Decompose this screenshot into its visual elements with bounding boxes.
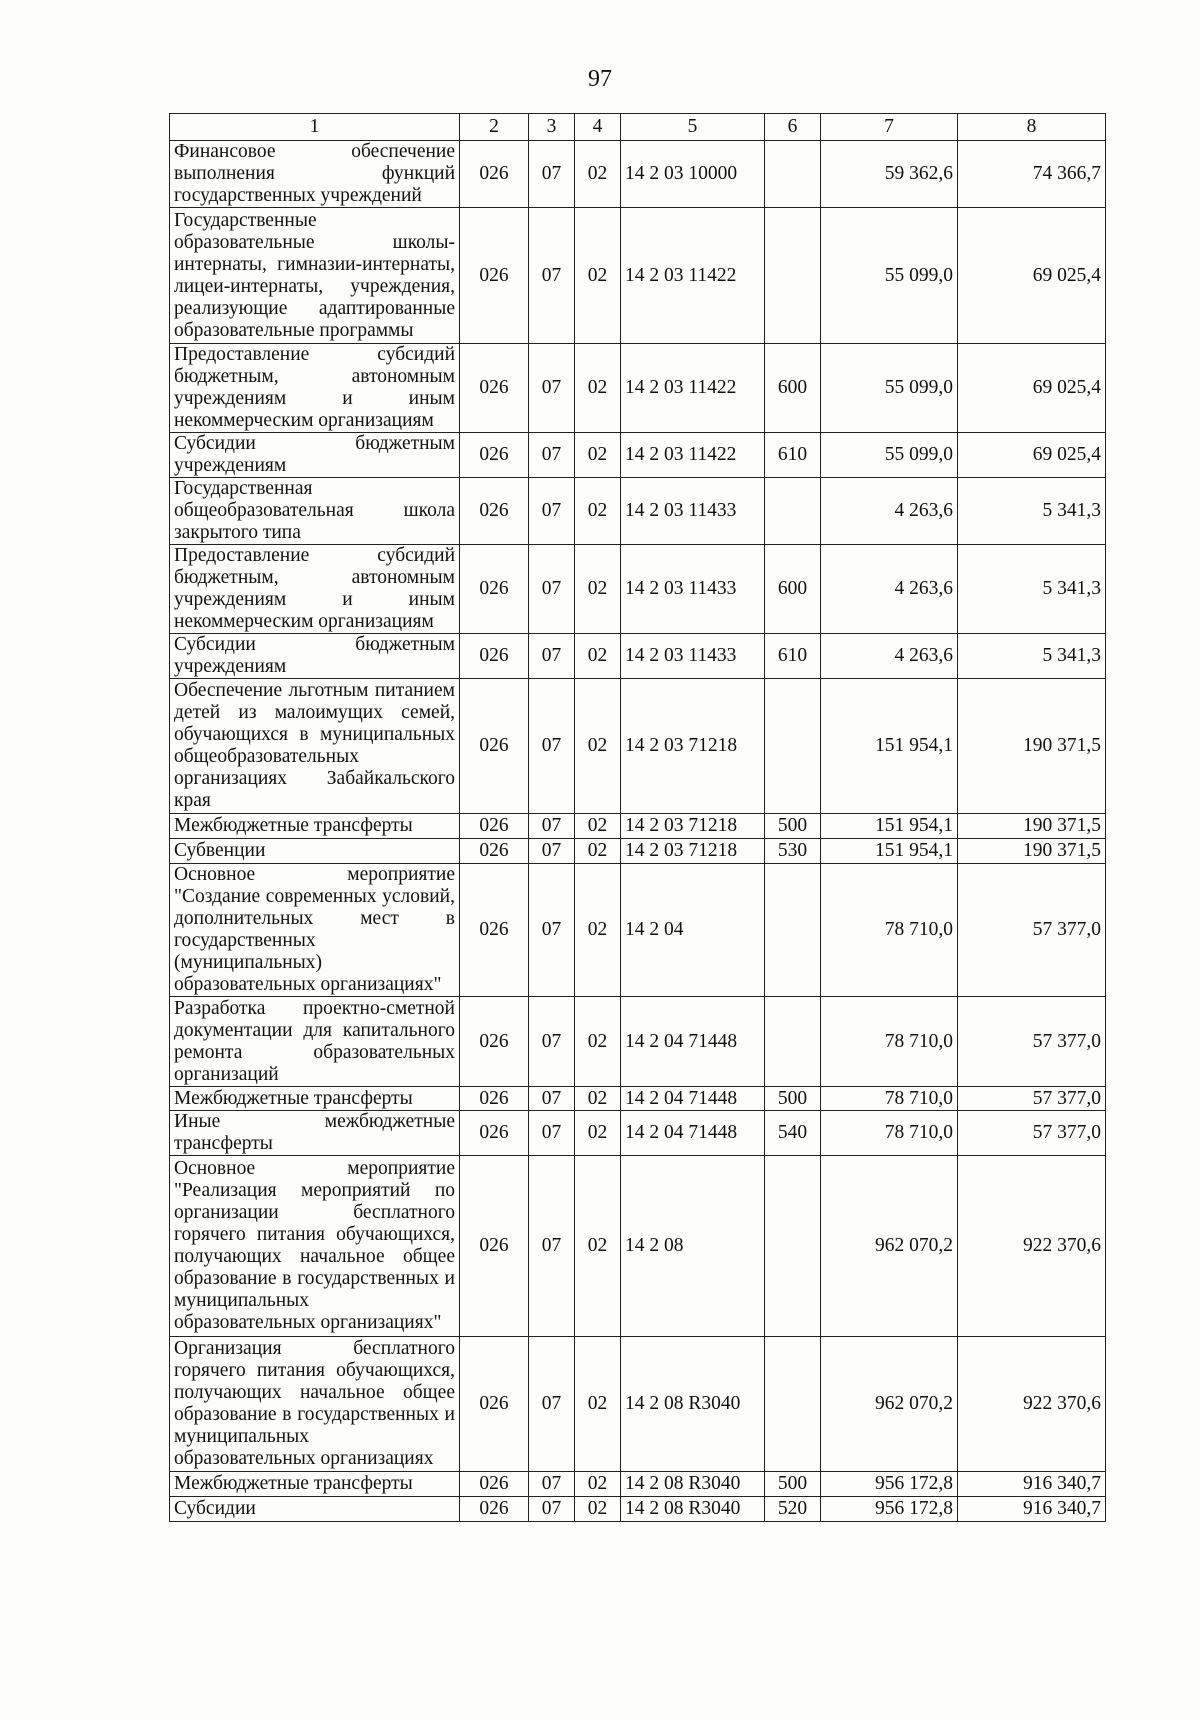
target-article-cell: 14 2 04 71448	[621, 1111, 765, 1156]
admin-code-cell: 026	[460, 997, 529, 1087]
column-header: 7	[821, 114, 958, 141]
table-row	[170, 814, 1106, 839]
target-article-cell: 14 2 04 71448	[621, 1087, 765, 1111]
expense-type-cell: 500	[765, 1472, 821, 1497]
column-header: 3	[529, 114, 575, 141]
subsection-cell: 02	[575, 997, 621, 1087]
section-cell: 07	[529, 997, 575, 1087]
table-row	[170, 864, 1106, 997]
target-article-cell: 14 2 03 11433	[621, 634, 765, 679]
section-cell: 07	[529, 433, 575, 478]
subsection-cell: 02	[575, 478, 621, 545]
admin-code-cell: 026	[460, 208, 529, 344]
section-cell: 07	[529, 1156, 575, 1337]
subsection-cell: 02	[575, 864, 621, 997]
admin-code-cell: 026	[460, 839, 529, 864]
amount-year2-cell: 74 366,7	[958, 141, 1106, 208]
amount-year2-cell: 57 377,0	[958, 997, 1106, 1087]
column-header: 6	[765, 114, 821, 141]
row-name-cell: Финансовое обеспечение выполнения функций государственных учреждений	[170, 141, 460, 208]
amount-year2-cell: 69 025,4	[958, 433, 1106, 478]
expense-type-cell: 610	[765, 433, 821, 478]
row-name-cell: Межбюджетные трансферты	[170, 814, 460, 839]
amount-year2-cell: 190 371,5	[958, 814, 1106, 839]
amount-year1-cell: 78 710,0	[821, 1111, 958, 1156]
table-row	[170, 1497, 1106, 1522]
column-header: 8	[958, 114, 1106, 141]
expense-type-cell	[765, 1156, 821, 1337]
amount-year1-cell: 151 954,1	[821, 814, 958, 839]
column-header: 5	[621, 114, 765, 141]
amount-year2-cell: 190 371,5	[958, 679, 1106, 814]
table-row	[170, 634, 1106, 679]
section-cell: 07	[529, 1472, 575, 1497]
amount-year2-cell: 69 025,4	[958, 208, 1106, 344]
table-row	[170, 1087, 1106, 1111]
expense-type-cell: 600	[765, 344, 821, 433]
table-body	[170, 141, 1106, 1522]
section-cell: 07	[529, 1111, 575, 1156]
expense-type-cell: 610	[765, 634, 821, 679]
target-article-cell: 14 2 08 R3040	[621, 1472, 765, 1497]
expense-type-cell	[765, 864, 821, 997]
amount-year2-cell: 922 370,6	[958, 1156, 1106, 1337]
table-row	[170, 679, 1106, 814]
expense-type-cell: 520	[765, 1497, 821, 1522]
admin-code-cell: 026	[460, 1472, 529, 1497]
amount-year2-cell: 5 341,3	[958, 634, 1106, 679]
amount-year1-cell: 151 954,1	[821, 679, 958, 814]
expense-type-cell	[765, 141, 821, 208]
section-cell: 07	[529, 344, 575, 433]
table-row	[170, 141, 1106, 208]
amount-year1-cell: 4 263,6	[821, 634, 958, 679]
expense-type-cell	[765, 679, 821, 814]
row-name-cell: Субсидии	[170, 1497, 460, 1522]
row-name-cell: Межбюджетные трансферты	[170, 1472, 460, 1497]
row-name-cell: Разработка проектно-сметной документации для капитального ремонта образовательных организаций	[170, 997, 460, 1087]
section-cell: 07	[529, 634, 575, 679]
row-name-cell: Предоставление субсидий бюджетным, автономным учреждениям и иным некоммерческим организациям	[170, 344, 460, 433]
target-article-cell: 14 2 03 11433	[621, 478, 765, 545]
table-row	[170, 545, 1106, 634]
row-name-cell: Обеспечение льготным питанием детей из малоимущих семей, обучающихся в муниципальных общеобразовательных организациях Забайкальского края	[170, 679, 460, 814]
admin-code-cell: 026	[460, 634, 529, 679]
target-article-cell: 14 2 03 71218	[621, 679, 765, 814]
admin-code-cell: 026	[460, 478, 529, 545]
target-article-cell: 14 2 03 71218	[621, 814, 765, 839]
expense-type-cell	[765, 478, 821, 545]
row-name-cell: Предоставление субсидий бюджетным, автономным учреждениям и иным некоммерческим организациям	[170, 545, 460, 634]
page-number: 97	[588, 66, 612, 92]
amount-year1-cell: 956 172,8	[821, 1497, 958, 1522]
admin-code-cell: 026	[460, 1497, 529, 1522]
table-row	[170, 997, 1106, 1087]
expense-type-cell	[765, 1337, 821, 1472]
target-article-cell: 14 2 03 11422	[621, 433, 765, 478]
table-row	[170, 478, 1106, 545]
admin-code-cell: 026	[460, 433, 529, 478]
row-name-cell: Субвенции	[170, 839, 460, 864]
amount-year1-cell: 956 172,8	[821, 1472, 958, 1497]
amount-year2-cell: 922 370,6	[958, 1337, 1106, 1472]
target-article-cell: 14 2 03 10000	[621, 141, 765, 208]
amount-year2-cell: 5 341,3	[958, 478, 1106, 545]
amount-year1-cell: 4 263,6	[821, 545, 958, 634]
admin-code-cell: 026	[460, 864, 529, 997]
subsection-cell: 02	[575, 1337, 621, 1472]
target-article-cell: 14 2 04 71448	[621, 997, 765, 1087]
target-article-cell: 14 2 03 11433	[621, 545, 765, 634]
target-article-cell: 14 2 04	[621, 864, 765, 997]
section-cell: 07	[529, 478, 575, 545]
admin-code-cell: 026	[460, 679, 529, 814]
target-article-cell: 14 2 08 R3040	[621, 1337, 765, 1472]
expense-type-cell	[765, 208, 821, 344]
expense-type-cell	[765, 997, 821, 1087]
amount-year1-cell: 55 099,0	[821, 208, 958, 344]
expense-type-cell: 500	[765, 1087, 821, 1111]
admin-code-cell: 026	[460, 1156, 529, 1337]
subsection-cell: 02	[575, 344, 621, 433]
table-row	[170, 344, 1106, 433]
row-name-cell: Субсидии бюджетным учреждениям	[170, 433, 460, 478]
subsection-cell: 02	[575, 208, 621, 344]
row-name-cell: Организация бесплатного горячего питания обучающихся, получающих начальное общее образование в государственных и муниципальных образовательных организациях	[170, 1337, 460, 1472]
subsection-cell: 02	[575, 634, 621, 679]
section-cell: 07	[529, 141, 575, 208]
amount-year1-cell: 55 099,0	[821, 433, 958, 478]
row-name-cell: Основное мероприятие "Создание современных условий, дополнительных мест в государственных (муниципальных) образовательных организациях"	[170, 864, 460, 997]
amount-year2-cell: 916 340,7	[958, 1497, 1106, 1522]
column-header: 4	[575, 114, 621, 141]
admin-code-cell: 026	[460, 1111, 529, 1156]
amount-year1-cell: 4 263,6	[821, 478, 958, 545]
target-article-cell: 14 2 08	[621, 1156, 765, 1337]
table-row	[170, 1472, 1106, 1497]
subsection-cell: 02	[575, 814, 621, 839]
row-name-cell: Основное мероприятие "Реализация мероприятий по организации бесплатного горячего питания обучающихся, получающих начальное общее образование в государственных и муниципальных образовательных организациях"	[170, 1156, 460, 1337]
table-header-row	[170, 114, 1106, 141]
column-header: 2	[460, 114, 529, 141]
table-row	[170, 839, 1106, 864]
admin-code-cell: 026	[460, 344, 529, 433]
amount-year1-cell: 78 710,0	[821, 997, 958, 1087]
table-row	[170, 208, 1106, 344]
amount-year1-cell: 78 710,0	[821, 1087, 958, 1111]
section-cell: 07	[529, 679, 575, 814]
subsection-cell: 02	[575, 839, 621, 864]
expense-type-cell: 600	[765, 545, 821, 634]
section-cell: 07	[529, 1337, 575, 1472]
amount-year2-cell: 69 025,4	[958, 344, 1106, 433]
amount-year1-cell: 962 070,2	[821, 1156, 958, 1337]
target-article-cell: 14 2 03 11422	[621, 344, 765, 433]
target-article-cell: 14 2 03 11422	[621, 208, 765, 344]
subsection-cell: 02	[575, 433, 621, 478]
amount-year2-cell: 190 371,5	[958, 839, 1106, 864]
section-cell: 07	[529, 1087, 575, 1111]
subsection-cell: 02	[575, 1156, 621, 1337]
subsection-cell: 02	[575, 679, 621, 814]
budget-table	[169, 113, 1106, 1522]
amount-year2-cell: 57 377,0	[958, 1087, 1106, 1111]
section-cell: 07	[529, 864, 575, 997]
section-cell: 07	[529, 1497, 575, 1522]
row-name-cell: Государственная общеобразовательная школа закрытого типа	[170, 478, 460, 545]
amount-year1-cell: 59 362,6	[821, 141, 958, 208]
subsection-cell: 02	[575, 1472, 621, 1497]
subsection-cell: 02	[575, 1111, 621, 1156]
table-row	[170, 1156, 1106, 1337]
amount-year1-cell: 962 070,2	[821, 1337, 958, 1472]
admin-code-cell: 026	[460, 1337, 529, 1472]
amount-year2-cell: 57 377,0	[958, 1111, 1106, 1156]
amount-year1-cell: 151 954,1	[821, 839, 958, 864]
admin-code-cell: 026	[460, 545, 529, 634]
admin-code-cell: 026	[460, 1087, 529, 1111]
table-row	[170, 433, 1106, 478]
amount-year1-cell: 55 099,0	[821, 344, 958, 433]
row-name-cell: Иные межбюджетные трансферты	[170, 1111, 460, 1156]
expense-type-cell: 530	[765, 839, 821, 864]
target-article-cell: 14 2 08 R3040	[621, 1497, 765, 1522]
expense-type-cell: 500	[765, 814, 821, 839]
row-name-cell: Государственные образовательные школы-интернаты, гимназии-интернаты, лицеи-интернаты, учреждения, реализующие адаптированные образовательные программы	[170, 208, 460, 344]
row-name-cell: Межбюджетные трансферты	[170, 1087, 460, 1111]
table-row	[170, 1111, 1106, 1156]
table-row	[170, 1337, 1106, 1472]
expense-type-cell: 540	[765, 1111, 821, 1156]
amount-year2-cell: 916 340,7	[958, 1472, 1106, 1497]
amount-year2-cell: 5 341,3	[958, 545, 1106, 634]
amount-year1-cell: 78 710,0	[821, 864, 958, 997]
section-cell: 07	[529, 545, 575, 634]
section-cell: 07	[529, 208, 575, 344]
subsection-cell: 02	[575, 1497, 621, 1522]
amount-year2-cell: 57 377,0	[958, 864, 1106, 997]
row-name-cell: Субсидии бюджетным учреждениям	[170, 634, 460, 679]
subsection-cell: 02	[575, 545, 621, 634]
column-header: 1	[170, 114, 460, 141]
section-cell: 07	[529, 814, 575, 839]
section-cell: 07	[529, 839, 575, 864]
subsection-cell: 02	[575, 1087, 621, 1111]
subsection-cell: 02	[575, 141, 621, 208]
admin-code-cell: 026	[460, 141, 529, 208]
admin-code-cell: 026	[460, 814, 529, 839]
target-article-cell: 14 2 03 71218	[621, 839, 765, 864]
